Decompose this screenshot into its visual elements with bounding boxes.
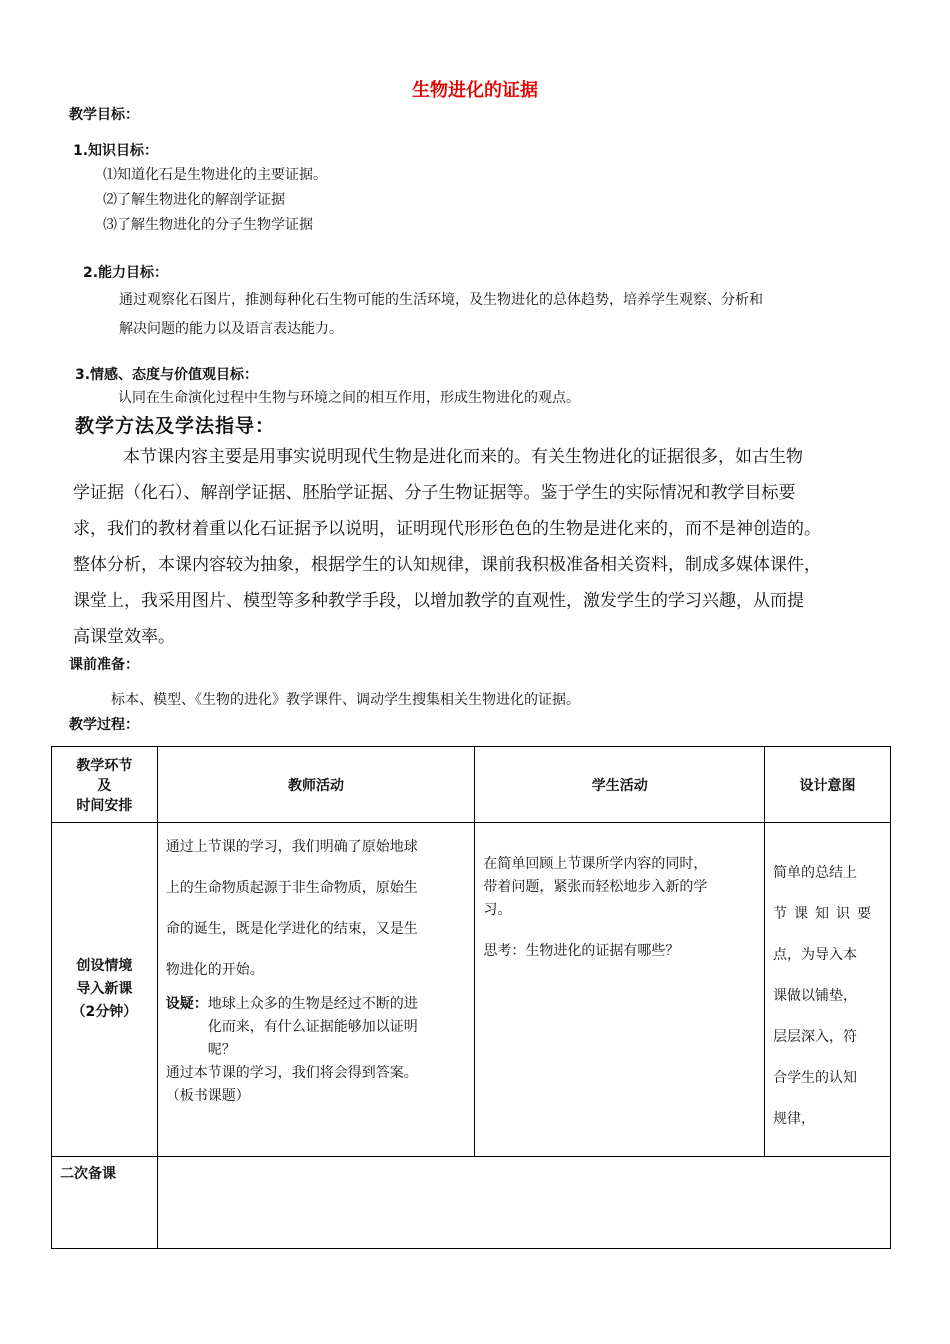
- method-line: 学证据（化石）、解剖学证据、胚胎学证据、分子生物证据等。鉴于学生的实际情况和教学目标要: [73, 483, 796, 503]
- second-prep-cell[interactable]: [157, 1157, 890, 1249]
- method-line: 求，我们的教材着重以化石证据予以说明，证明现代形形色色的生物是进化来的，而不是神创造的。: [73, 519, 821, 539]
- method-paragraph: [73, 439, 821, 655]
- prep-heading: 课前准备：: [69, 657, 139, 673]
- method-heading: 教学方法及学法指导：: [75, 415, 276, 437]
- emotion-text: 认同在生命演化过程中生物与环境之间的相互作用，形成生物进化的观点。: [118, 390, 580, 406]
- header-design: 设计意图: [765, 747, 891, 823]
- question-label: 设疑：: [165, 996, 208, 1012]
- process-heading: 教学过程：: [69, 717, 139, 733]
- knowledge-item: ⑵了解生物进化的解剖学证据: [103, 192, 285, 208]
- header-teacher: 教师活动: [157, 747, 475, 823]
- table-header-row: [52, 747, 891, 823]
- method-line: 整体分析，本课内容较为抽象，根据学生的认知规律，课前我积极准备相关资料，制成多媒体课件，: [73, 555, 821, 575]
- table-row: [52, 1157, 891, 1249]
- ability-text-line: 解决问题的能力以及语言表达能力。: [119, 321, 343, 337]
- student-activity-cell: 在简单回顾上节课所学内容的同时， 带着问题，紧张而轻松地步入新的学 习。 思考：生物进化的证据有哪些？: [475, 823, 765, 1157]
- knowledge-heading: 1.知识目标：: [73, 143, 159, 159]
- page-title: 生物进化的证据: [412, 80, 538, 101]
- header-stage: 教学环节 及 时间安排: [52, 747, 158, 823]
- method-line: 高课堂效率。: [73, 627, 175, 647]
- ability-text-line: 通过观察化石图片，推测每种化石生物可能的生活环境，及生物进化的总体趋势，培养学生观察、分析和: [119, 292, 763, 308]
- second-prep-label: 二次备课: [52, 1157, 158, 1249]
- objectives-heading: 教学目标：: [69, 107, 139, 123]
- stage-cell: 创设情境 导入新课 （2分钟）: [52, 823, 158, 1157]
- process-table: [51, 746, 891, 1249]
- method-line: 本节课内容主要是用事实说明现代生物是进化而来的。有关生物进化的证据很多，如古生物: [123, 447, 803, 467]
- prep-text: 标本、模型、《生物的进化》教学课件、调动学生搜集相关生物进化的证据。: [111, 692, 580, 708]
- design-intent-cell: 简单的总结上 节课知识要 点，为导入本 课做以铺垫， 层层深入，符 合学生的认知 规律，: [765, 823, 891, 1157]
- knowledge-item: ⑶了解生物进化的分子生物学证据: [103, 217, 313, 233]
- teacher-activity-cell: 通过上节课的学习，我们明确了原始地球 上的生命物质起源于非生命物质，原始生 命的诞生，既是化学进化的结束，又是生 物进化的开始。 设疑： 地球上众多的生物是经过不断的进 化而来，有什么证据能够加以证明 呢？ 通过本节课的学习，我们将会得到答案。 （板书课题）: [157, 823, 475, 1157]
- knowledge-item: ⑴知道化石是生物进化的主要证据。: [103, 167, 327, 183]
- ability-heading: 2.能力目标：: [83, 265, 169, 281]
- emotion-heading: 3.情感、态度与价值观目标：: [75, 367, 259, 383]
- student-think: 思考：生物进化的证据有哪些？: [483, 943, 680, 959]
- header-student: 学生活动: [475, 747, 765, 823]
- method-line: 课堂上，我采用图片、模型等多种教学手段，以增加教学的直观性，激发学生的学习兴趣，从而提: [73, 591, 804, 611]
- table-row: [52, 823, 891, 1157]
